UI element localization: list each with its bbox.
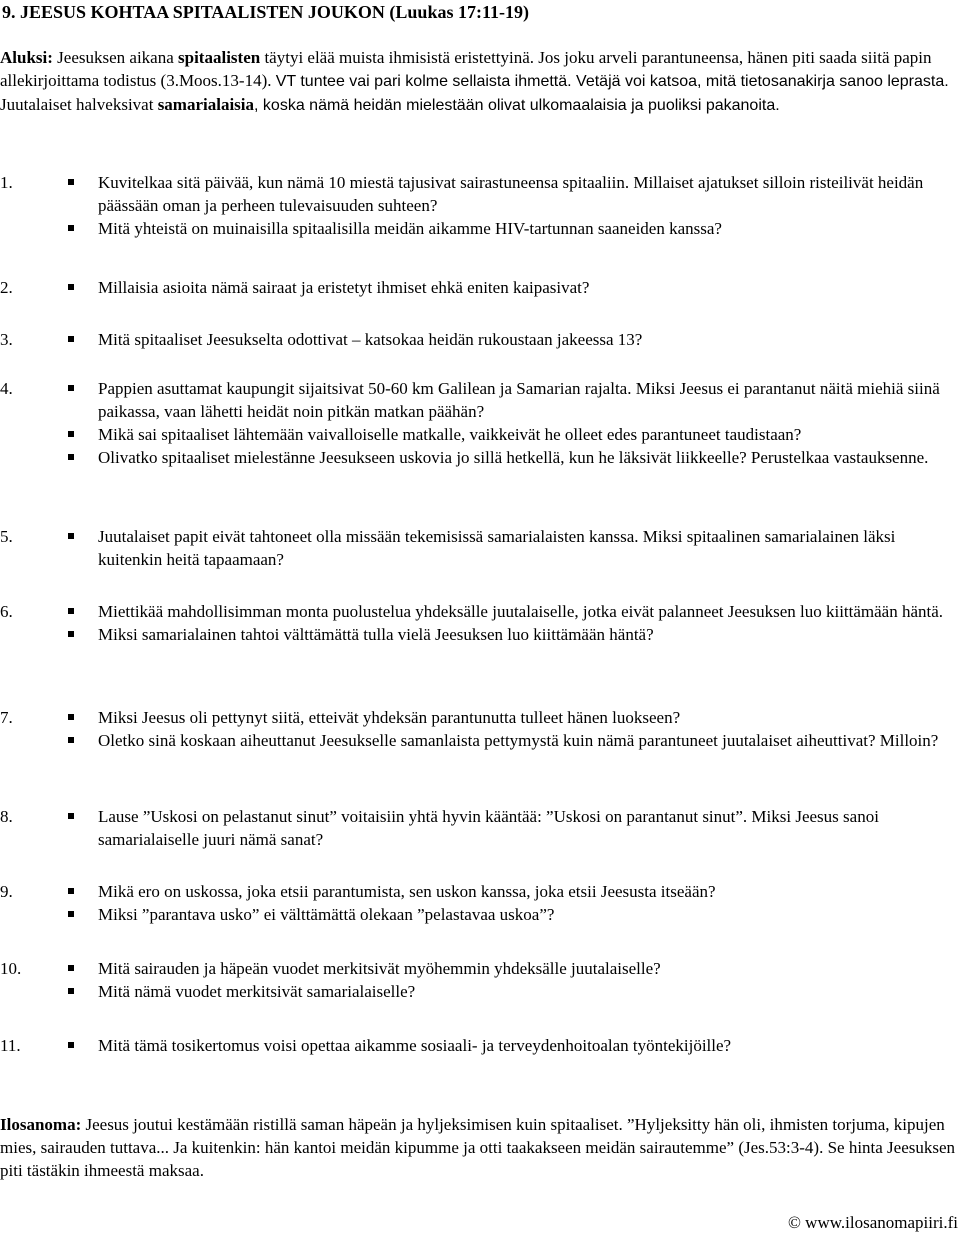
question-bullet-list: [68, 706, 956, 752]
question-number: 3.: [0, 330, 13, 349]
question-bullet: [68, 171, 956, 217]
square-bullet-icon: [68, 225, 74, 231]
question-bullet: [68, 423, 956, 446]
question-bullet: [68, 217, 956, 240]
question-bullet: [68, 328, 956, 351]
question-bullet: [68, 706, 956, 729]
question-text: Oletko sinä koskaan aiheuttanut Jeesukselle samanlaista pettymystä kuin nämä parantuneet juutalaiset aiheuttivat? Milloin?: [98, 731, 939, 750]
question-text: Mitä spitaaliset Jeesukselta odottivat – katsokaa heidän rukoustaan jakeessa 13?: [98, 330, 643, 349]
question-text: Millaisia asioita nämä sairaat ja eristetyt ihmiset ehkä eniten kaipasivat?: [98, 278, 590, 297]
question-number: 2.: [0, 278, 13, 297]
question-bullet-list: [68, 1034, 956, 1057]
square-bullet-icon: [68, 888, 74, 894]
question-number: 8.: [0, 807, 13, 826]
square-bullet-icon: [68, 1042, 74, 1048]
question-bullet: [68, 903, 956, 926]
intro-sans-1: VT tuntee vai pari kolme sellaista ihmettä. Vetäjä voi katsoa, mitä tietosanakirja sanoo leprasta.: [275, 73, 949, 90]
question-text: Mitä yhteistä on muinaisilla spitaalisilla meidän aikamme HIV-tartunnan saaneiden kanssa?: [98, 219, 722, 238]
outro-text: Jeesus joutui kestämään ristillä saman häpeän ja hyljeksimisen kuin spitaaliset. ”Hyljeksitty hän oli, ihmisten torjuma, kipujen mies, sairauden tuttava... Ja kuitenkin: hän kantoi meidän kipumme ja otti taakakseen meidän sairautemme” (Jes.53:3-4). Se hinta Jeesuksen piti tästäkin ihmeestä maksaa.: [0, 1115, 956, 1180]
square-bullet-icon: [68, 454, 74, 460]
question-number: 11.: [0, 1036, 21, 1055]
intro-bold-1: spitaalisten: [178, 48, 261, 67]
question-bullet-list: [68, 171, 956, 240]
square-bullet-icon: [68, 813, 74, 819]
question-text: Pappien asuttamat kaupungit sijaitsivat 50-60 km Galilean ja Samarian rajalta. Miksi Jeesus ei parantanut näitä miehiä siinä paikassa, vaan lähetti heidät noin pitkän matkan päähän?: [98, 379, 940, 421]
square-bullet-icon: [68, 179, 74, 185]
question-bullet-list: [68, 276, 956, 299]
question-text: Mikä sai spitaaliset lähtemään vaivalloiselle matkalle, vaikkeivät he olleet edes parantuneet taudistaan?: [98, 425, 802, 444]
question-bullet: [68, 805, 956, 851]
question-number: 4.: [0, 379, 13, 398]
square-bullet-icon: [68, 737, 74, 743]
question-text: Miettikää mahdollisimman monta puolustelua yhdeksälle juutalaiselle, jotka eivät palanneet Jeesuksen luo kiittämään häntä.: [98, 602, 944, 621]
question-text: Miksi ”parantava usko” ei välttämättä olekaan ”pelastavaa uskoa”?: [98, 905, 555, 924]
question-number: 7.: [0, 708, 13, 727]
question-text: Kuvitelkaa sitä päivää, kun nämä 10 miestä tajusivat sairastuneensa spitaaliin. Millaiset ajatukset silloin risteilivät heidän päässään oman ja perheen tulevaisuuden suhteen?: [98, 173, 924, 215]
footer-copyright: © www.ilosanomapiiri.fi: [788, 1213, 958, 1232]
page-title: 9. JEESUS KOHTAA SPITAALISTEN JOUKON (Luukas 17:11-19): [2, 2, 529, 22]
question-number: 9.: [0, 882, 13, 901]
question-text: Lause ”Uskosi on pelastanut sinut” voitaisiin yhtä hyvin kääntää: ”Uskosi on parantanut sinut”. Miksi Jeesus sanoi samarialaiselle juuri nämä sanat?: [98, 807, 879, 849]
question-bullet-list: [68, 880, 956, 926]
intro-paragraph: [0, 46, 958, 117]
question-bullet-list: [68, 525, 956, 571]
square-bullet-icon: [68, 284, 74, 290]
question-bullet: [68, 600, 956, 623]
question-bullet: [68, 729, 956, 752]
square-bullet-icon: [68, 608, 74, 614]
question-text: Mikä ero on uskossa, joka etsii parantumista, sen uskon kanssa, joka etsii Jeesusta itseään?: [98, 882, 716, 901]
question-text: Miksi samarialainen tahtoi välttämättä tulla vielä Jeesuksen luo kiittämään häntä?: [98, 625, 654, 644]
square-bullet-icon: [68, 965, 74, 971]
question-text: Mitä sairauden ja häpeän vuodet merkitsivät myöhemmin yhdeksälle juutalaiselle?: [98, 959, 661, 978]
question-bullet-list: [68, 600, 956, 646]
intro-text-1: Jeesuksen aikana: [52, 48, 179, 67]
question-bullet: [68, 957, 956, 980]
question-bullet: [68, 446, 956, 469]
square-bullet-icon: [68, 911, 74, 917]
square-bullet-icon: [68, 431, 74, 437]
question-bullet: [68, 377, 956, 423]
question-bullet-list: [68, 805, 956, 851]
intro-label: Aluksi:: [0, 48, 53, 67]
outro-paragraph: [0, 1113, 958, 1182]
question-text: Mitä nämä vuodet merkitsivät samarialaiselle?: [98, 982, 416, 1001]
question-text: Olivatko spitaaliset mielestänne Jeesukseen uskovia jo sillä hetkellä, kun he läksivät liikkeelle? Perustelkaa vastauksenne.: [98, 448, 929, 467]
question-bullet-list: [68, 377, 956, 469]
question-bullet: [68, 623, 956, 646]
question-bullet: [68, 980, 956, 1003]
question-text: Mitä tämä tosikertomus voisi opettaa aikamme sosiaali- ja terveydenhoitoalan työntekijöille?: [98, 1036, 732, 1055]
question-number: 10.: [0, 959, 22, 978]
square-bullet-icon: [68, 533, 74, 539]
question-bullet-list: [68, 957, 956, 1003]
outro-label: Ilosanoma:: [0, 1115, 82, 1134]
question-number: 6.: [0, 602, 13, 621]
square-bullet-icon: [68, 714, 74, 720]
square-bullet-icon: [68, 631, 74, 637]
intro-bold-2: samarialaisia: [157, 95, 255, 114]
question-number: 5.: [0, 527, 13, 546]
question-text: Juutalaiset papit eivät tahtoneet olla missään tekemisissä samarialaisten kanssa. Miksi spitaalinen samarialainen läksi kuitenkin heitä tapaamaan?: [98, 527, 896, 569]
question-bullet: [68, 276, 956, 299]
question-text: Miksi Jeesus oli pettynyt siitä, etteivät yhdeksän parantunutta tulleet hänen luokseen?: [98, 708, 681, 727]
intro-sans-2: , koska nämä heidän mielestään olivat ulkomaalaisia ja puoliksi pakanoita.: [254, 97, 780, 114]
intro-text-3: Juutalaiset halveksivat: [0, 95, 158, 114]
question-bullet-list: [68, 328, 956, 351]
square-bullet-icon: [68, 336, 74, 342]
question-bullet: [68, 880, 956, 903]
intro-text-2: täytyi elää muista ihmisistä eristettyinä. Jos joku arveli parantuneensa, hänen piti saada siitä papin allekirjoittama todistus (3.Moos.13-14).: [0, 48, 932, 90]
question-bullet: [68, 1034, 956, 1057]
square-bullet-icon: [68, 988, 74, 994]
question-number: 1.: [0, 173, 13, 192]
question-bullet: [68, 525, 956, 571]
square-bullet-icon: [68, 385, 74, 391]
